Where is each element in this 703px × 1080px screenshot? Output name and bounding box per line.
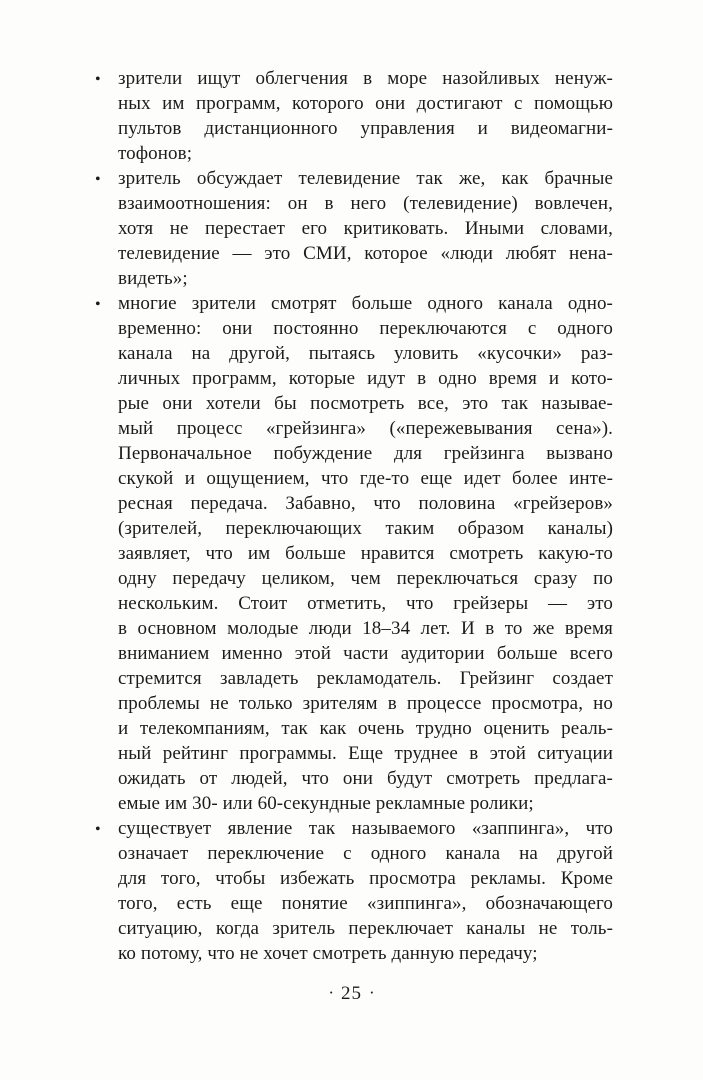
- text-line: временно: они постоянно переключаются с одного: [118, 318, 613, 339]
- text-line: многие зрители смотрят больше одного канала одно-: [118, 293, 613, 314]
- bullet-icon: •: [95, 71, 101, 88]
- text-line: личных программ, которые идут в одно время и кото-: [118, 368, 613, 389]
- text-line: (зрителей, переключающих таким образом каналы): [118, 518, 613, 539]
- text-line: означает переключение с одного канала на другой: [118, 843, 613, 864]
- bullet-text: [118, 291, 613, 816]
- text-line: существует явление так называемого «заппинга», что: [118, 818, 613, 839]
- text-line: того, есть еще понятие «зиппинга», обозначающего: [118, 893, 613, 914]
- text-line: хотя не перестает его критиковать. Иными словами,: [118, 218, 613, 239]
- page-number: 25: [341, 983, 362, 1004]
- list-item: [95, 291, 613, 816]
- text-line: канала на другой, пытаясь уловить «кусочки» раз-: [118, 343, 613, 364]
- text-line: тофонов;: [118, 143, 193, 164]
- text-line: зритель обсуждает телевидение так же, как брачные: [118, 168, 613, 189]
- text-line: проблемы не только зрителям в процессе просмотра, но: [118, 693, 613, 714]
- folio-left-dot: ·: [328, 983, 334, 1002]
- bullet-text: [118, 66, 613, 166]
- text-line: вниманием именно этой части аудитории больше всего: [118, 643, 613, 664]
- text-line: пультов дистанционного управления и видеомагни-: [118, 118, 613, 139]
- text-line: нескольким. Стоит отметить, что грейзеры — это: [118, 593, 613, 614]
- text-line: мый процесс «грейзинга» («пережевывания сена»).: [118, 418, 613, 439]
- text-line: в основном молодые люди 18–34 лет. И в то же время: [118, 618, 613, 639]
- bullet-icon: •: [95, 296, 101, 313]
- text-line: телевидение — это СМИ, которое «люди любят нена-: [118, 243, 613, 264]
- page-footer: [0, 981, 703, 1006]
- text-line: ко потому, что не хочет смотреть данную передачу;: [118, 943, 538, 964]
- text-line: ный рейтинг программы. Еще труднее в этой ситуации: [118, 743, 613, 764]
- bullet-icon: •: [95, 821, 101, 838]
- text-line: скукой и ощущением, что где-то еще идет более инте-: [118, 468, 613, 489]
- text-line: ных им программ, которого они достигают с помощью: [118, 93, 613, 114]
- text-line: видеть»;: [118, 268, 188, 289]
- list-item: [95, 66, 613, 166]
- text-line: стремится завладеть рекламодатель. Грейзинг создает: [118, 668, 613, 689]
- folio-right-dot: ·: [369, 983, 375, 1002]
- text-line: для того, чтобы избежать просмотра рекламы. Кроме: [118, 868, 613, 889]
- text-line: рые они хотели бы посмотреть все, это так называе-: [118, 393, 613, 414]
- text-line: заявляет, что им больше нравится смотреть какую-то: [118, 543, 613, 564]
- text-line: и телекомпаниям, так как очень трудно оценить реаль-: [118, 718, 613, 739]
- text-line: емые им 30- или 60-секундные рекламные ролики;: [118, 793, 534, 814]
- text-line: ситуацию, когда зритель переключает каналы не толь-: [118, 918, 613, 939]
- list-item: [95, 166, 613, 291]
- text-line: одну передачу целиком, чем переключаться сразу по: [118, 568, 613, 589]
- text-line: взаимоотношения: он в него (телевидение) вовлечен,: [118, 193, 613, 214]
- list-item: [95, 816, 613, 966]
- text-line: ресная передача. Забавно, что половина «грейзеров»: [118, 493, 613, 514]
- text-line: ожидать от людей, что они будут смотреть предлага-: [118, 768, 613, 789]
- text-line: зрители ищут облегчения в море назойливых ненуж-: [118, 68, 613, 89]
- bullet-icon: •: [95, 171, 101, 188]
- text-line: Первоначальное побуждение для грейзинга вызвано: [118, 443, 613, 464]
- bullet-list: [95, 66, 613, 966]
- bullet-text: [118, 166, 613, 291]
- bullet-text: [118, 816, 613, 966]
